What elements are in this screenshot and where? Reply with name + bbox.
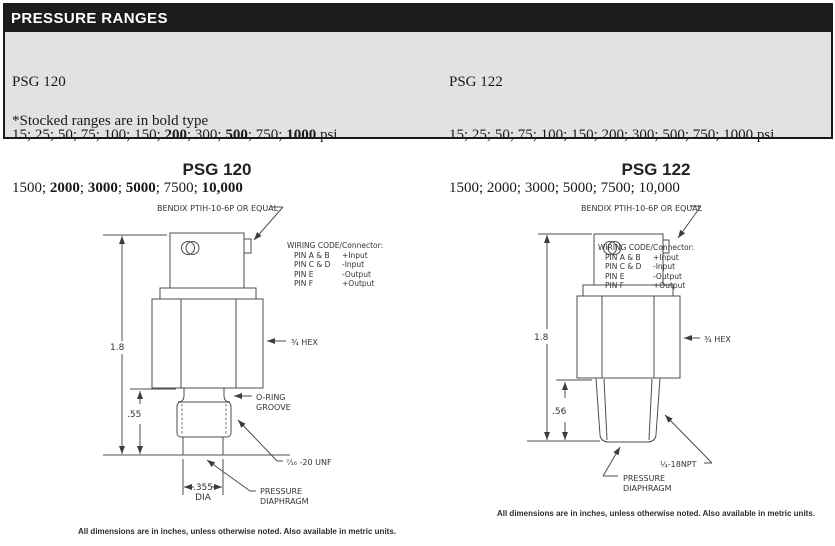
psg120-dim-overall [103,235,290,455]
psg120-dimensions-note: All dimensions are in inches, unless otherwise noted. Also available in metric units. [77,527,396,536]
psg120-dim-lower [127,389,176,454]
psg122-diaphragm-leader [603,447,672,493]
pressure-ranges-title: PRESSURE RANGES [5,5,831,32]
psg120-diaphragm-label-line2: DIAPHRAGM [260,497,309,506]
psg122-connector-leader [581,204,703,238]
psg122-thread-label: ¼-18NPT [660,460,697,469]
psg122-ranges-line1: 15; 25; 50; 75; 100; 150; 200; 300; 500; 750; 1000 psi [449,127,775,143]
psg122-figure-title: PSG 122 [621,160,691,179]
psg120-wiring-row: PIN A & B +Input [294,250,368,260]
psg122-hex-label: ¾ HEX [704,335,731,344]
psg120-oring-neck [178,388,230,402]
psg120-hex-leader [267,338,318,347]
psg122-hex-body [577,285,680,378]
stocked-ranges-note: *Stocked ranges are in bold type [12,113,209,129]
psg120-wiring-row: PIN F +Output [294,279,375,289]
psg120-thread [177,402,231,437]
psg120-oring-leader [234,393,291,412]
psg120-oring-label-line1: O-RING [256,393,286,402]
psg122-thread-leader [660,415,712,469]
psg120-hex-label: ¾ HEX [291,338,318,347]
psg120-connector-label: BENDIX PTIH-10-6P OR EQUAL [157,204,279,213]
psg120-thread-leader [238,420,332,467]
psg122-thread [596,378,660,442]
psg122-connector-label: BENDIX PTIH-10-6P OR EQUAL [581,204,703,213]
psg120-wiring-row: PIN C & D -Input [294,260,365,270]
psg120-connector-leader [157,204,283,240]
psg122-diaphragm-label-line1: PRESSURE [623,474,666,483]
psg120-oring-label-line2: GROOVE [256,403,291,412]
psg122-dim-lower-label: .56 [552,407,567,417]
psg120-dim-lower-label: .55 [127,410,142,420]
psg122-ranges-line2: 1500; 2000; 3000; 5000; 7500; 10,000 [449,180,680,196]
psg120-ranges-line1: 15; 25; 50; 75; 100; 150; 200; 300; 500; 750; 1000 psi [12,127,338,143]
psg122-dim-lower [552,380,592,440]
psg120-dim-overall-label: 1.8 [110,343,125,353]
psg122-dimensions-note: All dimensions are in inches, unless otherwise noted. Also available in metric units. [496,509,815,518]
psg122-wiring-row: PIN F +Output [605,281,686,291]
psg120-dim-dia [183,459,223,503]
psg120-dia-label-line1: .355 [192,483,214,493]
psg120-diaphragm-stub [183,437,223,455]
psg122-dim-overall-label: 1.8 [534,333,549,343]
psg120-ranges-line2: 1500; 2000; 3000; 5000; 7500; 10,000 [12,180,243,196]
psg122-wiring-row: PIN A & B +Input [605,252,679,262]
psg122-wiring-row: PIN C & D -Input [605,262,676,272]
psg120-hex-body [152,288,263,388]
psg122-model: PSG 122 [449,74,503,90]
psg120-model: PSG 120 [12,74,66,90]
psg120-wiring-row: PIN E -Output [294,269,371,279]
psg122-diaphragm-label-line2: DIAPHRAGM [623,484,672,493]
psg120-diaphragm-label-line1: PRESSURE [260,487,303,496]
psg122-wiring-title: WIRING CODE/Connector: [598,243,695,252]
psg120-figure-title: PSG 120 [182,160,252,179]
psg122-hex-leader [684,335,731,344]
psg120-connector [170,233,251,288]
psg120-thread-label: ⁷⁄₁₆ -20 UNF [286,458,332,467]
psg120-wiring-title: WIRING CODE/Connector: [287,241,384,250]
psg120-wiring-code [287,241,383,289]
psg120-dia-label-line2: DIA [195,493,211,503]
psg122-wiring-code [598,243,694,291]
psg122-wiring-row: PIN E -Output [605,271,682,281]
